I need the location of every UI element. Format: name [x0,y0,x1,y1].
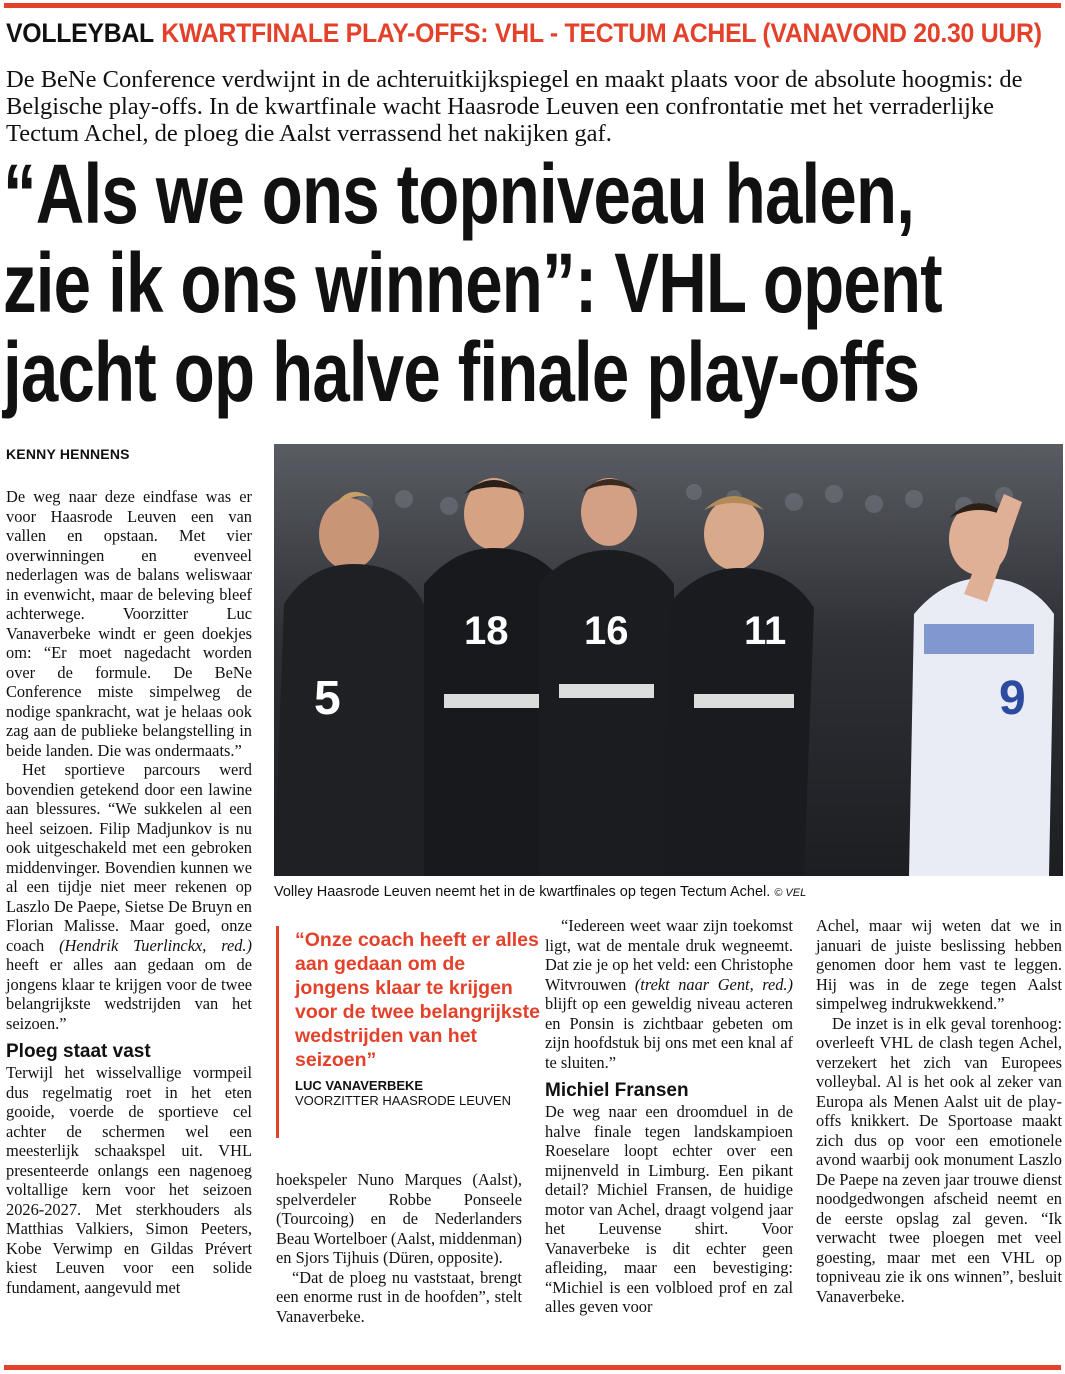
quote-author-role: VOORZITTER HAASRODE LEUVEN [295,1093,511,1108]
photo-credit: © VEL [774,887,807,899]
quote-text: “Onze coach heeft er alles aan gedaan om de jongens klaar te krijgen voor de twee belangrijkste wedstrijden van het seizoen” [295,929,540,1071]
paragraph: De weg naar een droomduel in de halve finale tegen landskampioen Roeselare loopt echter over een mijnenveld in Limburg. Een pikant detail? Michiel Fransen, de huidige motor van Achel, draagt volgend jaar het Leuvense shirt. Voor Vanaverbeke is dit echter geen afleiding, maar een bevestiging: “Michiel is een volbloed prof en zal alles geven voor [545,1102,793,1316]
jersey-number: 18 [464,609,509,653]
intro-paragraph: De BeNe Conference verdwijnt in de achteruitkijkspiegel en maakt plaats voor de absolute hoogmis: de Belgische play-offs. In de kwartfinale wacht Haasrode Leuven een confrontatie met het verraderlijke Tectum Achel, de ploeg die Aalst verrassend het nakijken gaf. [6,66,1023,147]
headline-line: “Als we ons topniveau halen, [3,147,915,241]
section-label: VOLLEYBAL [6,18,154,48]
jersey-number: 11 [744,609,787,653]
article-column-1 [6,487,252,1297]
jersey-number: 16 [584,609,629,653]
article-column-2 [276,1170,522,1326]
subheading: Ploeg staat vast [6,1041,151,1062]
topic-label: KWARTFINALE PLAY-OFFS: VHL - TECTUM ACHEL (VANAVOND 20.30 UUR) [161,18,1042,48]
kicker [6,18,1042,49]
jersey-number: 9 [999,672,1026,725]
text: Het sportieve parcours werd bovendien getekend door een lawine aan blessures. “We sukkelen al een heel seizoen. Filip Madjunkov is nu ook uitgeschakeld met een gebroken middenvinger. Bovendien kunnen we al een tijdje niet meer rekenen op Laszlo De Paepe, Sietse De Bruyn en Florian Malisse. Maar goed, onze coach [6,760,252,955]
headline-line: jacht op halve finale play-offs [3,325,920,419]
byline: KENNY HENNENS [6,446,130,462]
paragraph: Terwijl het wisselvallige vormpeil dus regelmatig roet in het eten gooide, voerde de sportieve cel achter de schermen wel een meesterlijk schaakspel uit. VHL presenteerde onlangs een nagenoeg voltallige kern voor het seizoen 2026-2027. Met sterkhouders als Matthias Valkiers, Simon Peeters, Kobe Verwimp en Gildas Prévert kiest Leuven voor een solide fundament, aangevuld met [6,1063,252,1297]
paragraph: “Dat de ploeg nu vaststaat, brengt een enorme rust in de hoofden”, stelt Vanaverbeke. [276,1267,522,1326]
headline [3,147,963,419]
paragraph: Achel, maar wij weten dat we in januari de juiste beslissing hebben genomen door hem vast te leggen. Hij was in de zege tegen Aalst simpelweg indrukwekkend.” [816,916,1062,1013]
caption-text: Volley Haasrode Leuven neemt het in de kwartfinales op tegen Tectum Achel. [274,884,771,900]
paragraph [6,760,252,1033]
editorial-aside: (trekt naar Gent, red.) [634,974,793,994]
top-rule [4,3,1061,8]
text: heeft er alles aan gedaan om de jongens klaar te krijgen voor de twee belangrijkste wedstrijden van het seizoen.” [6,955,252,1033]
paragraph: hoekspeler Nuno Marques (Aalst), spelverdeler Robbe Ponseele (Tourcoing) en de Nederlanders Beau Wortelboer (Aalst, middenman) en Sjors Tijhuis (Düren, opposite). [276,1170,522,1267]
paragraph: De weg naar deze eindfase was er voor Haasrode Leuven een van vallen en opstaan. Met vier overwinningen en evenveel nederlagen was de balans weliswaar in evenwicht, maar de beleving bleef achterwege. Voorzitter Luc Vanaverbeke windt er geen doekjes om: “Er moet nagedacht worden over de formule. De BeNe Conference miste simpelweg de nodige spankracht, wat je helaas ook zag aan de publieke belangstelling in beide landen. Die was ondermaats.” [6,487,252,760]
jersey-number: 5 [314,672,341,725]
volleyball-players-illustration [274,444,1063,876]
bottom-rule [4,1365,1061,1370]
paragraph: De inzet is in elk geval torenhoog: overleeft VHL de clash tegen Achel, verzekert het zich van Europees volleybal. Al is het ook al zeker van Europa als Menen Aalst uit de play-offs knikkert. De Sportoase maakt zich dus op voor een emotionele avond waarbij ook monument Laszlo De Paepe na zeven jaar trouwe dienst noodgedwongen afscheid neemt en de eerste opslag zal geven. “Ik verwacht twee ploegen met veel goesting, maar met een VHL op topniveau zie ik ons winnen”, besluit Vanaverbeke. [816,1013,1062,1306]
quote-author: LUC VANAVERBEKE [295,1078,424,1093]
subheading: Michiel Fransen [545,1080,689,1101]
text: “Iedereen weet waar zijn toekomst ligt, wat de mentale druk wegneemt. Dat zie je op het veld: een Christophe Witvrouwen [545,916,793,994]
editorial-aside: (Hendrik Tuerlinckx, red.) [59,935,252,955]
pull-quote [276,926,545,1138]
article-photo [274,444,1063,876]
article-column-4 [816,916,1062,1306]
photo-caption [274,884,1063,900]
headline-line: zie ik ons winnen”: VHL opent [3,236,942,330]
text: blijft op een geweldig niveau acteren en Ponsin is zichtbaar gebeten om zijn hoofdstuk bij ons met een knal af te sluiten.” [545,994,793,1072]
paragraph [545,916,793,1072]
article-column-3 [545,916,793,1317]
